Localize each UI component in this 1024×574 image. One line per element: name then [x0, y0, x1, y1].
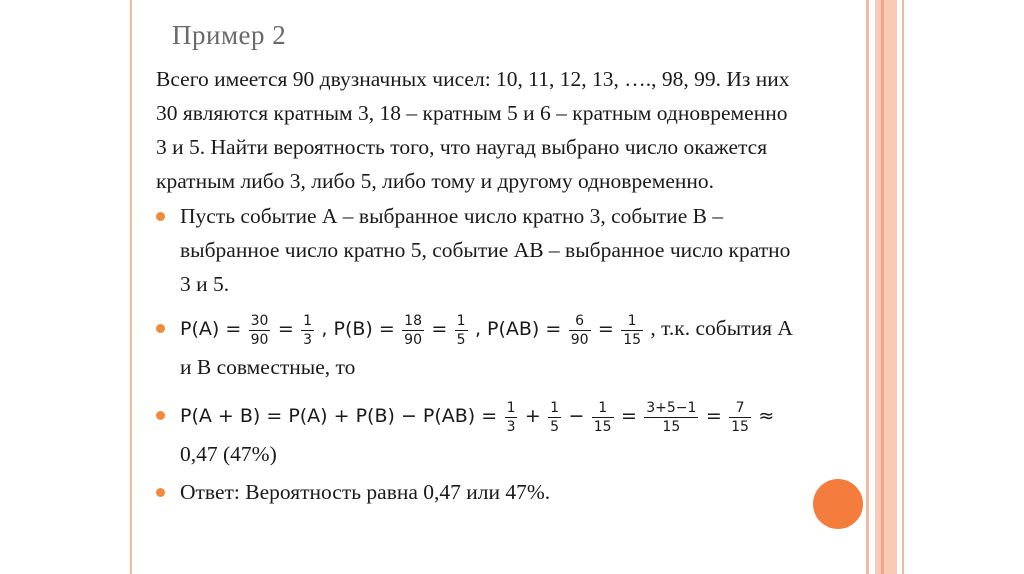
formula-tail-text: , т.к. события А: [650, 316, 793, 340]
minus-sign: −: [568, 405, 585, 427]
frac-num: 18: [404, 312, 422, 329]
equals-sign: =: [597, 318, 614, 340]
bullet-line: 0,47 (47%): [180, 441, 277, 466]
bullet-dot-icon: [156, 324, 165, 333]
fraction: [729, 400, 751, 435]
sum-formula: [180, 398, 774, 435]
left-frame-line: [130, 0, 132, 574]
bullet-dot-icon: [156, 411, 165, 420]
slide-title: [172, 20, 286, 51]
intro-line: кратным либо 3, либо 5, либо тому и другому одновременно.: [156, 169, 715, 193]
right-stripe-inner: [902, 0, 904, 574]
equals-sign: =: [620, 405, 637, 427]
fraction: [548, 400, 561, 435]
frac-num: 1: [506, 399, 516, 416]
frac-num: 1: [621, 313, 643, 331]
answer-text: Ответ: Вероятность равна 0,47 или 47%.: [180, 480, 551, 504]
bullet-dot-icon: [156, 212, 165, 221]
fraction: [569, 313, 591, 348]
frac-num: 30: [250, 312, 269, 329]
bullet-line: и В совместные, то: [180, 354, 356, 379]
frac-den: 90: [404, 331, 422, 348]
frac-den: 3: [303, 331, 313, 348]
frac-num: 1: [456, 312, 466, 329]
intro-line: Всего имеется 90 двузначных чисел: 10, 11, 12, 13, …., 98, 99. Из них: [156, 67, 790, 91]
pa-label: P(A) =: [180, 318, 242, 340]
frac-num: 7: [729, 400, 751, 418]
decorative-circle: [813, 479, 863, 529]
fraction: [249, 313, 271, 348]
frac-den: 3: [506, 418, 516, 435]
frac-den: 15: [623, 331, 642, 348]
bullet-line: Пусть событие А – выбранное число кратно 3, событие В –: [180, 204, 724, 228]
frac-den: 15: [593, 418, 612, 435]
bullet-dot-icon: [156, 488, 165, 497]
frac-num: 3+5−1: [646, 399, 697, 416]
frac-num: 1: [550, 399, 560, 416]
intro-line: 3 и 5. Найти вероятность того, что наугад выбрано число окажется: [156, 135, 768, 159]
frac-den: 15: [731, 418, 749, 435]
equals-sign: =: [277, 318, 294, 340]
fraction: [402, 313, 424, 348]
equals-sign: =: [431, 318, 448, 340]
fraction: [621, 313, 643, 348]
frac-den: 5: [456, 331, 466, 348]
frac-den: 5: [550, 418, 560, 435]
sum-lhs: P(A + B) = P(A) + P(B) − P(AB) =: [180, 405, 498, 427]
frac-den: 15: [662, 418, 681, 435]
fraction: [455, 313, 468, 348]
intro-line: 30 являются кратным 3, 18 – кратным 5 и 6 – кратным одновременно: [156, 101, 788, 125]
intro-paragraph: [156, 62, 856, 198]
frac-num: 1: [592, 400, 614, 418]
frac-den: 90: [570, 331, 589, 348]
slide-title-text: Пример 2: [172, 20, 287, 50]
approx-sign: ≈: [758, 405, 775, 427]
frac-num: 6: [569, 313, 591, 331]
right-stripe-line: [881, 0, 884, 574]
equals-sign: =: [705, 405, 722, 427]
plus-sign: +: [524, 405, 541, 427]
pab-label: , P(AB) =: [474, 318, 562, 340]
fraction: [505, 400, 518, 435]
bullet-line: 3 и 5.: [180, 272, 230, 296]
probabilities-formula: [180, 311, 793, 348]
pb-label: , P(B) =: [321, 318, 395, 340]
fraction: [301, 313, 314, 348]
bullet-line: выбранное число кратно 5, событие АВ – выбранное число кратно: [180, 238, 791, 262]
fraction: [644, 400, 698, 435]
frac-num: 1: [303, 312, 313, 329]
frac-den: 90: [250, 331, 269, 348]
fraction: [592, 400, 614, 435]
right-stripe-band: [875, 0, 897, 574]
right-stripe-outer: [866, 0, 869, 574]
